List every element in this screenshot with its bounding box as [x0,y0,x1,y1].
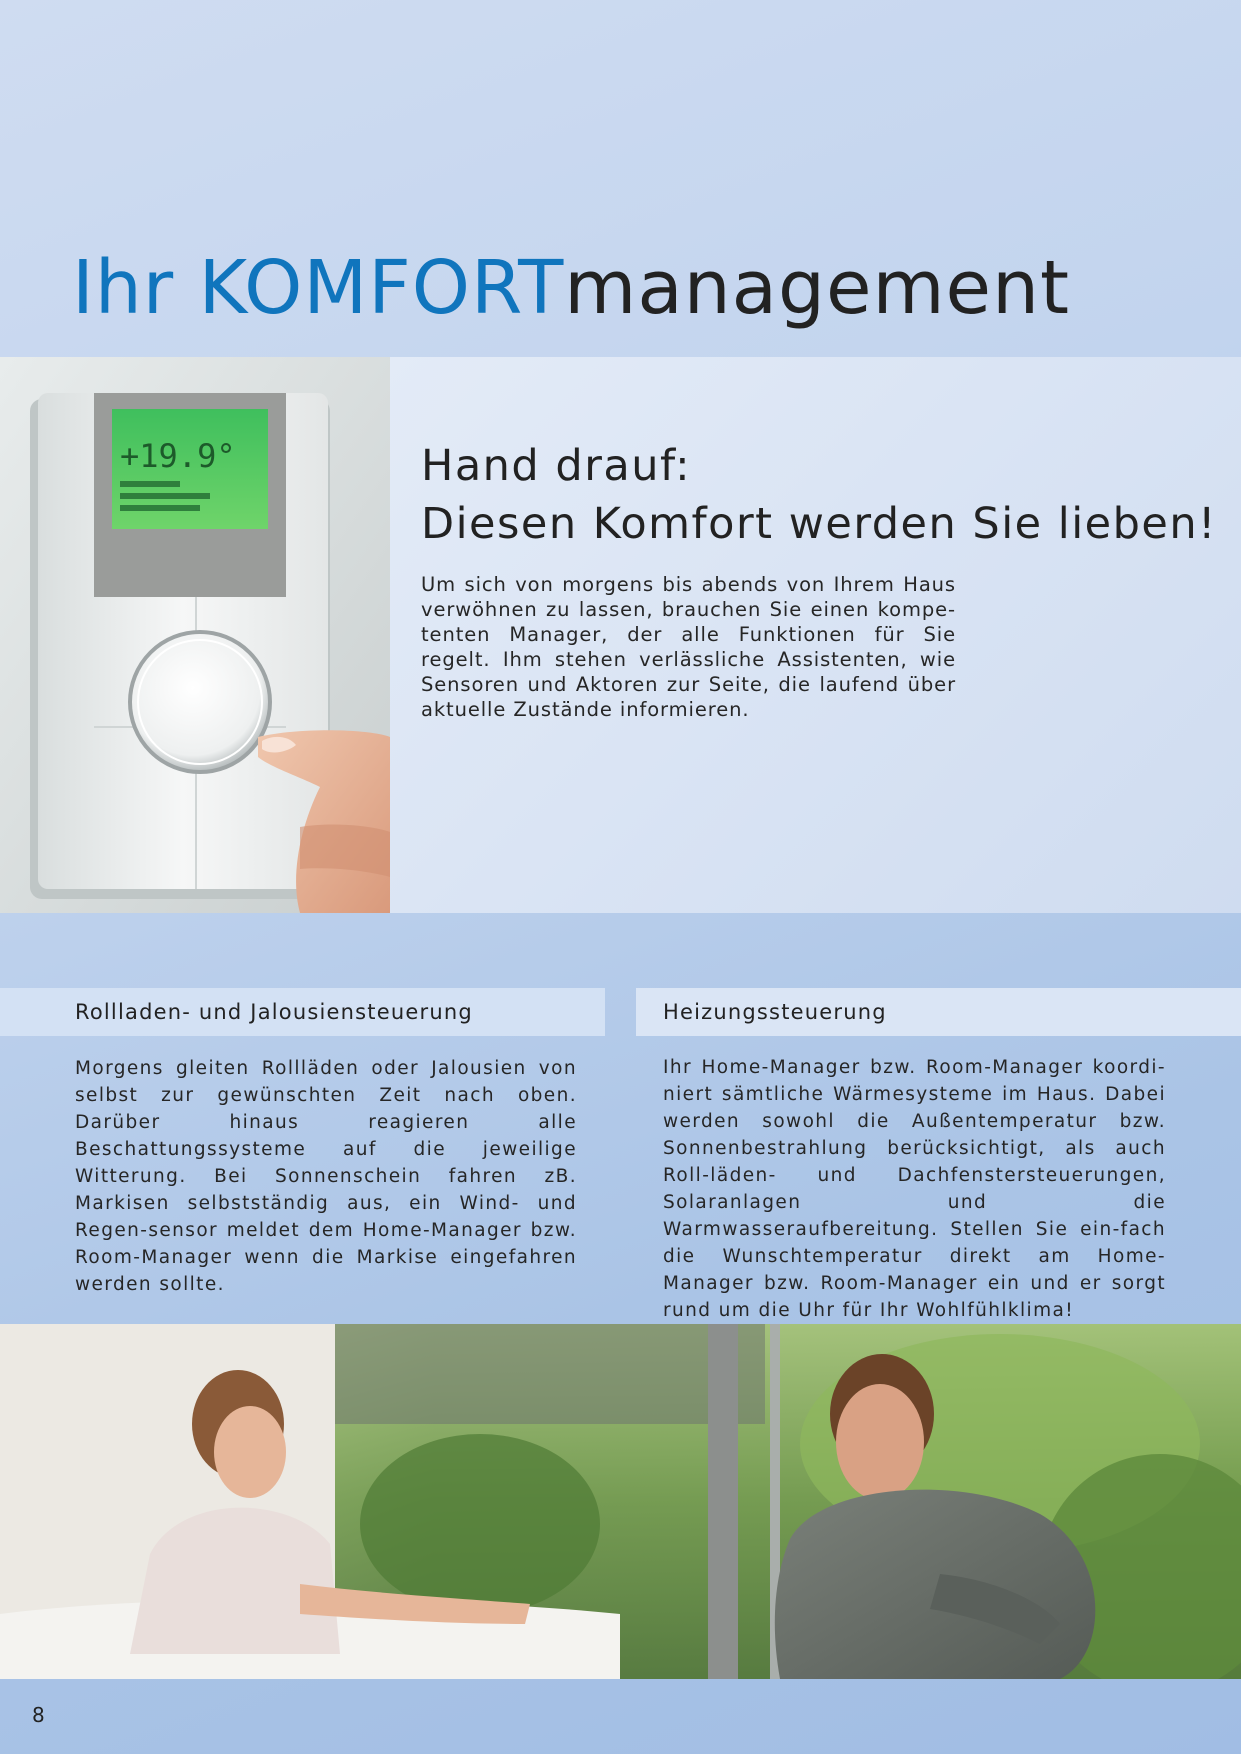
thermostat-photo [0,357,390,913]
shutter-section-title: Rollladen- und Jalousiensteuerung [75,1000,473,1024]
intro-text: Um sich von morgens bis abends von Ihrem Haus verwöhnen zu lassen, brauchen Sie einen kompe-tenten Manager, der alle Funktionen für Sie regelt. Ihm stehen verlässliche Assistenten, wie Sensoren und Aktoren zur Seite, die laufend über aktuelle Zustände informieren. [421,573,956,721]
shutter-section-text: Morgens gleiten Rollläden oder Jalousien von selbst zur gewünschten Zeit nach oben. Darüber hinaus reagieren alle Beschattungssysteme auf die jeweilige Witterung. Bei Sonnenschein fahren zB. Markisen selbstständig aus, ein Wind- und Regen-sensor meldet dem Home-Manager bzw. Room-Manager wenn die Markise eingefahren werden sollte. [75,1058,577,1295]
page-number: 8 [32,1703,45,1727]
intro-heading-line1: Hand drauf: [421,441,692,491]
living-room-photo [0,1324,1241,1679]
heating-section-title: Heizungssteuerung [663,1000,887,1024]
page-title-accent: Ihr KOMFORT [72,245,565,331]
heating-section-text: Ihr Home-Manager bzw. Room-Manager koordi-niert sämtliche Wärmesysteme im Haus. Dabei werden sowohl die Außentemperatur bzw. Sonnenbestrahlung berücksichtigt, als auch Roll-läden- und Dachfenstersteuerungen, Solaranlagen und die Warmwasseraufbereitung. Stellen Sie ein-fach die Wunschtemperatur direkt am Home-Manager bzw. Room-Manager ein und er sorgt rund um die Uhr für Ihr Wohlfühlklima! [663,1057,1166,1321]
thermostat-temperature: +19.9° [120,437,236,475]
page-title [72,238,1070,338]
page-title-rest: management [564,245,1071,331]
intro-heading [421,437,1217,553]
intro-heading-line2: Diesen Komfort werden Sie lieben! [421,499,1217,549]
